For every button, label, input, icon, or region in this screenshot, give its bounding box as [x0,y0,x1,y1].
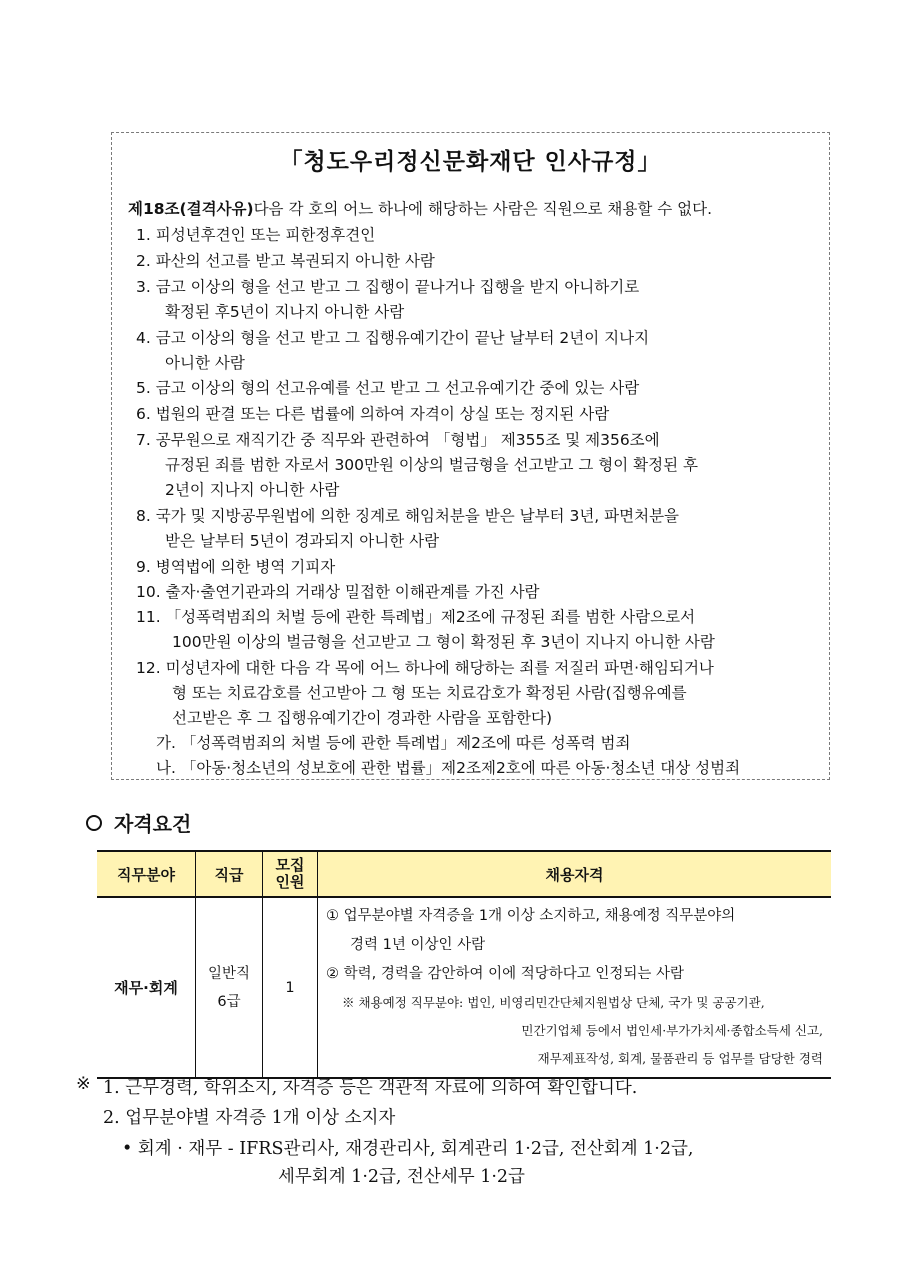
item-12-cont-2: 선고받은 후 그 집행유예기간이 경과한 사람을 포함한다) [172,709,552,727]
regulation-box [111,132,830,780]
qual-line-3: ② 학력, 경력을 감안하여 이에 적당하다고 인정되는 사람 [326,966,685,982]
item-4: 4. 금고 이상의 형을 선고 받고 그 집행유예기간이 끝난 날부터 2년이 지나지 [136,329,650,347]
note-1: 1. 근무경력, 학위소지, 자격증 등은 객관적 자료에 의하여 확인합니다. [103,1078,638,1098]
item-9: 9. 병역법에 의한 병역 기피자 [136,558,336,576]
cell-qualification [318,897,832,1078]
item-3-cont: 확정된 후5년이 지나지 아니한 사람 [165,303,405,321]
item-5: 5. 금고 이상의 형의 선고유예를 선고 받고 그 선고유예기간 중에 있는 사람 [136,379,640,397]
section-title: 자격요건 [114,812,192,836]
circle-bullet-icon [86,815,102,831]
item-8: 8. 국가 및 지방공무원법에 의한 징계로 해임처분을 받은 날부터 3년, 파면처분을 [136,507,680,525]
item-1: 1. 피성년후견인 또는 피한정후견인 [136,226,376,244]
item-3: 3. 금고 이상의 형을 선고 받고 그 집행이 끝나거나 집행을 받지 아니하기로 [136,278,640,296]
item-8-cont: 받은 날부터 5년이 경과되지 아니한 사람 [165,532,440,550]
header-qualification: 채용자격 [318,851,832,897]
grade-line-2: 6급 [217,993,241,1010]
regulation-title: 「청도우리정신문화재단 인사규정」 [279,149,662,175]
item-11: 11. 「성폭력범죄의 처벌 등에 관한 특례법」제2조에 규정된 죄를 범한 사람으로서 [136,608,696,626]
qual-sub-1: ※ 채용예정 직무분야: 법인, 비영리민간단체지원법상 단체, 국가 및 공공기관, [342,995,765,1010]
item-4-cont: 아니한 사람 [165,354,245,372]
article-18 [128,197,712,219]
requirements-table [97,850,831,1079]
cell-count: 1 [263,897,318,1078]
cell-field: 재무·회계 [97,897,196,1078]
grade-line-1: 일반직 [207,965,251,982]
article-body: 다음 각 호의 어느 하나에 해당하는 사람은 직원으로 채용할 수 없다. [253,200,713,218]
item-7-cont-1: 규정된 죄를 범한 자로서 300만원 이상의 벌금형을 선고받고 그 형이 확정된 후 [165,456,698,474]
item-7: 7. 공무원으로 재직기간 중 직무와 관련하여 「형법」 제355조 및 제356조에 [136,431,660,449]
article-heading: 제18조(결격사유) [128,200,254,218]
header-count: 모집 인원 [263,851,318,897]
header-grade: 직급 [196,851,263,897]
item-2: 2. 파산의 선고를 받고 복권되지 아니한 사람 [136,252,435,270]
item-6: 6. 법원의 판결 또는 다른 법률에 의하여 자격이 상실 또는 정지된 사람 [136,405,610,423]
item-7-cont-2: 2년이 지나지 아니한 사람 [165,481,340,499]
item-12-cont-1: 형 또는 치료감호를 선고받아 그 형 또는 치료감호가 확정된 사람(집행유예를 [172,684,687,702]
item-12: 12. 미성년자에 대한 다음 각 목에 어느 하나에 해당하는 죄를 저질러 파면·해임되거나 [136,659,714,677]
note-3: • 회계 · 재무 - IFRS관리사, 재경관리사, 회계관리 1·2급, 전산회계 1·2급, [122,1139,694,1159]
item-10: 10. 출자·출연기관과의 거래상 밀접한 이해관계를 가진 사람 [136,583,540,601]
item-12-ga: 가. 「성폭력범죄의 처벌 등에 관한 특례법」제2조에 따른 성폭력 범죄 [156,734,631,752]
cell-grade [196,897,263,1078]
section-heading [86,808,191,837]
qual-line-1: ① 업무분야별 자격증을 1개 이상 소지하고, 채용예정 직무분야의 [326,908,736,924]
qual-sub-3: 재무제표작성, 회계, 물품관리 등 업무를 담당한 경력 [537,1051,823,1066]
item-12-na: 나. 「아동·청소년의 성보호에 관한 법률」제2조제2호에 따른 아동·청소년 대상 성범죄 [156,759,741,777]
qual-sub-2: 민간기업체 등에서 법인세·부가가치세·종합소득세 신고, [521,1023,823,1038]
header-field: 직무분야 [97,851,196,897]
note-mark: ※ [76,1074,91,1094]
note-2: 2. 업무분야별 자격증 1개 이상 소지자 [103,1108,396,1128]
note-4: 세무회계 1·2급, 전산세무 1·2급 [278,1167,525,1187]
qual-line-2: 경력 1년 이상인 사람 [350,937,486,953]
table-row [97,897,831,1078]
item-11-cont: 100만원 이상의 벌금형을 선고받고 그 형이 확정된 후 3년이 지나지 아니한 사람 [172,633,715,651]
table-header-row [97,851,831,897]
